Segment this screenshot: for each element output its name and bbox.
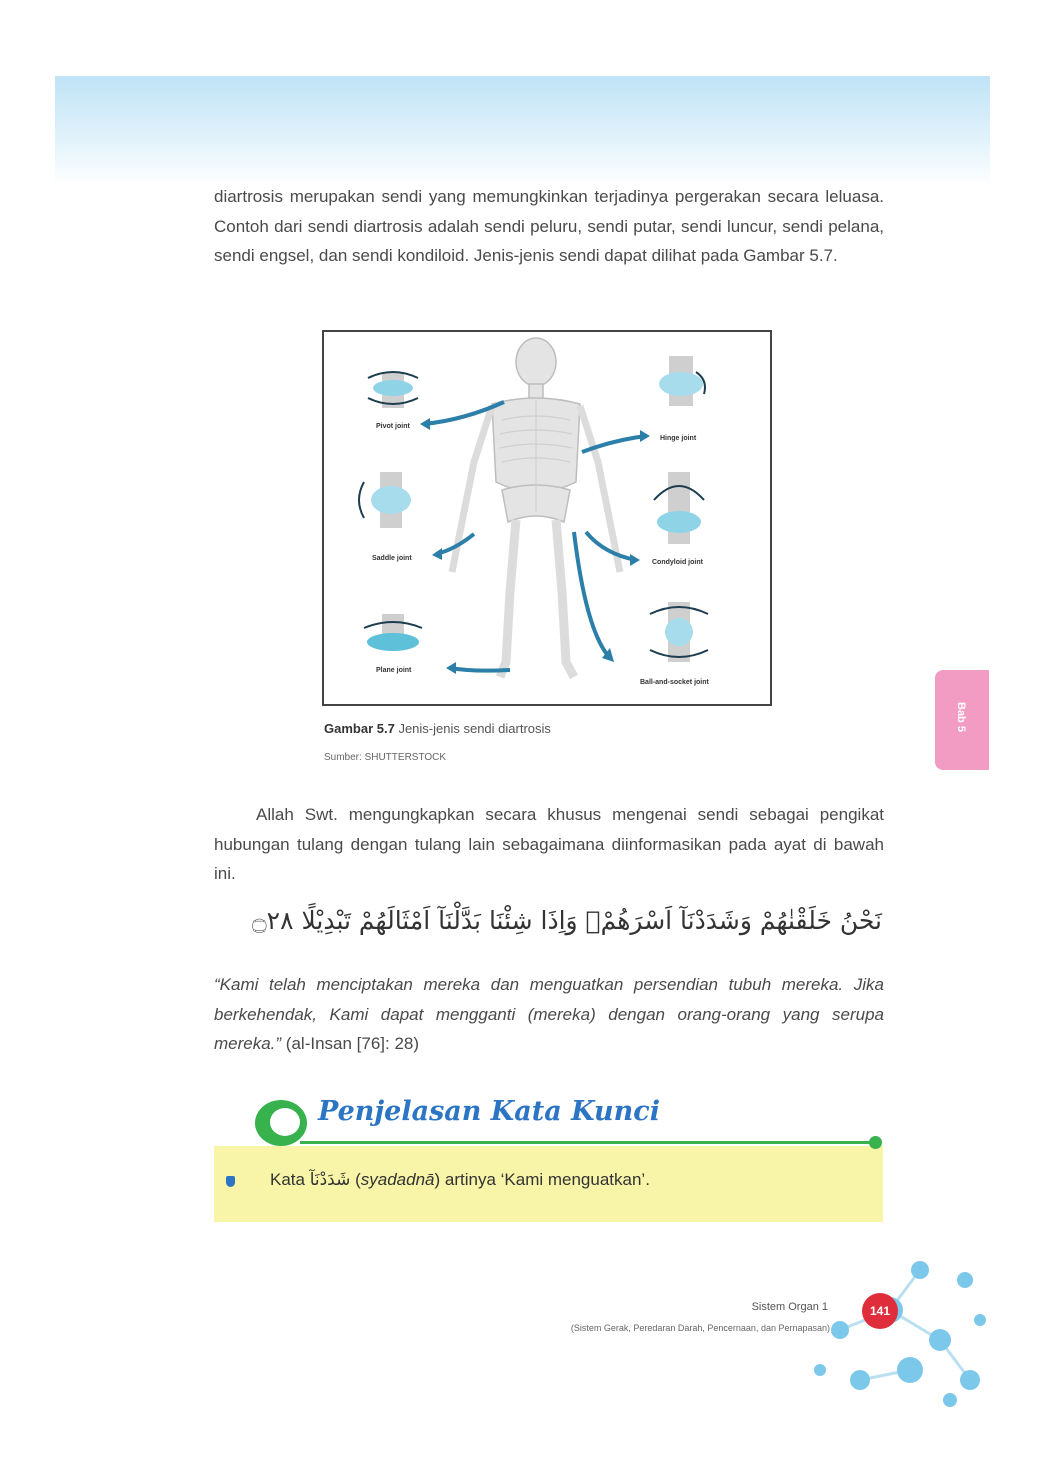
verse-translation: [214, 970, 884, 1059]
quote-reference: (al-Insan [76]: 28): [281, 1034, 420, 1053]
label-ball-socket-joint: Ball-and-socket joint: [640, 679, 709, 686]
figure-caption: [324, 721, 551, 736]
joint-figure: [322, 330, 772, 706]
footer-title: Sistem Organ 1: [751, 1301, 828, 1313]
paragraph-intro: diartrosis merupakan sendi yang memungkinkan terjadinya pergerakan secara leluasa. Contoh dari sendi diartrosis adalah sendi peluru, sendi putar, sendi luncur, sendi pelana, sendi engsel, dan sendi kondiloid. Jenis-jenis sendi dapat dilihat pada Gambar 5.7.: [214, 187, 884, 265]
label-condyloid-joint: Condyloid joint: [652, 559, 703, 566]
caption-text: Jenis-jenis sendi diartrosis: [394, 721, 551, 736]
header-band: [55, 76, 990, 186]
label-hinge-joint: Hinge joint: [660, 435, 697, 442]
keyword-divider-dot: [869, 1136, 882, 1149]
caption-label: Gambar 5.7: [324, 721, 395, 736]
keyword-translit: syadadnā: [360, 1170, 435, 1189]
keyword-item: Kata شَدَدْنَآ (syadadnā) artinya ‘Kami menguatkan’.: [270, 1170, 650, 1189]
label-plane-joint: Plane joint: [376, 667, 412, 674]
keyword-prefix: Kata: [270, 1170, 310, 1189]
chapter-tab-label: Bab 5: [955, 702, 967, 732]
keyword-suffix: artinya ‘Kami menguatkan’.: [440, 1170, 650, 1189]
paragraph-verse-intro: Allah Swt. mengungkapkan secara khusus mengenai sendi sebagai pengikat hubungan tulang dengan tulang lain sebagaimana diinformasikan pada ayat di bawah ini.: [214, 805, 884, 883]
shield-bullet-icon: [226, 1176, 235, 1187]
label-saddle-joint: Saddle joint: [372, 555, 412, 562]
keyword-divider: [300, 1141, 876, 1144]
arabic-verse: نَحْنُ خَلَقْنٰهُمْ وَشَدَدْنَآ اَسْرَهُمْۚ وَاِذَا شِئْنَا بَدَّلْنَآ اَمْثَالَهُمْ تَبْدِيْلًا ۝٢٨: [252, 906, 882, 935]
keyword-title: Penjelasan Kata Kunci: [318, 1096, 660, 1127]
speech-bubble-inner: [270, 1108, 300, 1136]
chapter-tab: [935, 670, 989, 770]
figure-source: Sumber: SHUTTERSTOCK: [324, 752, 447, 763]
skeleton-illustration: [324, 332, 770, 704]
footer-subtitle: (Sistem Gerak, Peredaran Darah, Pencernaan, dan Pernapasan): [570, 1323, 830, 1333]
page-number: 141: [862, 1293, 898, 1329]
label-pivot-joint: Pivot joint: [376, 423, 410, 430]
keyword-arabic: شَدَدْنَآ: [309, 1170, 351, 1189]
quote-text: “Kami telah menciptakan mereka dan menguatkan persendian tubuh mereka. Jika berkehendak, Kami dapat mengganti (mereka) dengan orang-orang yang serupa mereka.”: [214, 975, 884, 1053]
